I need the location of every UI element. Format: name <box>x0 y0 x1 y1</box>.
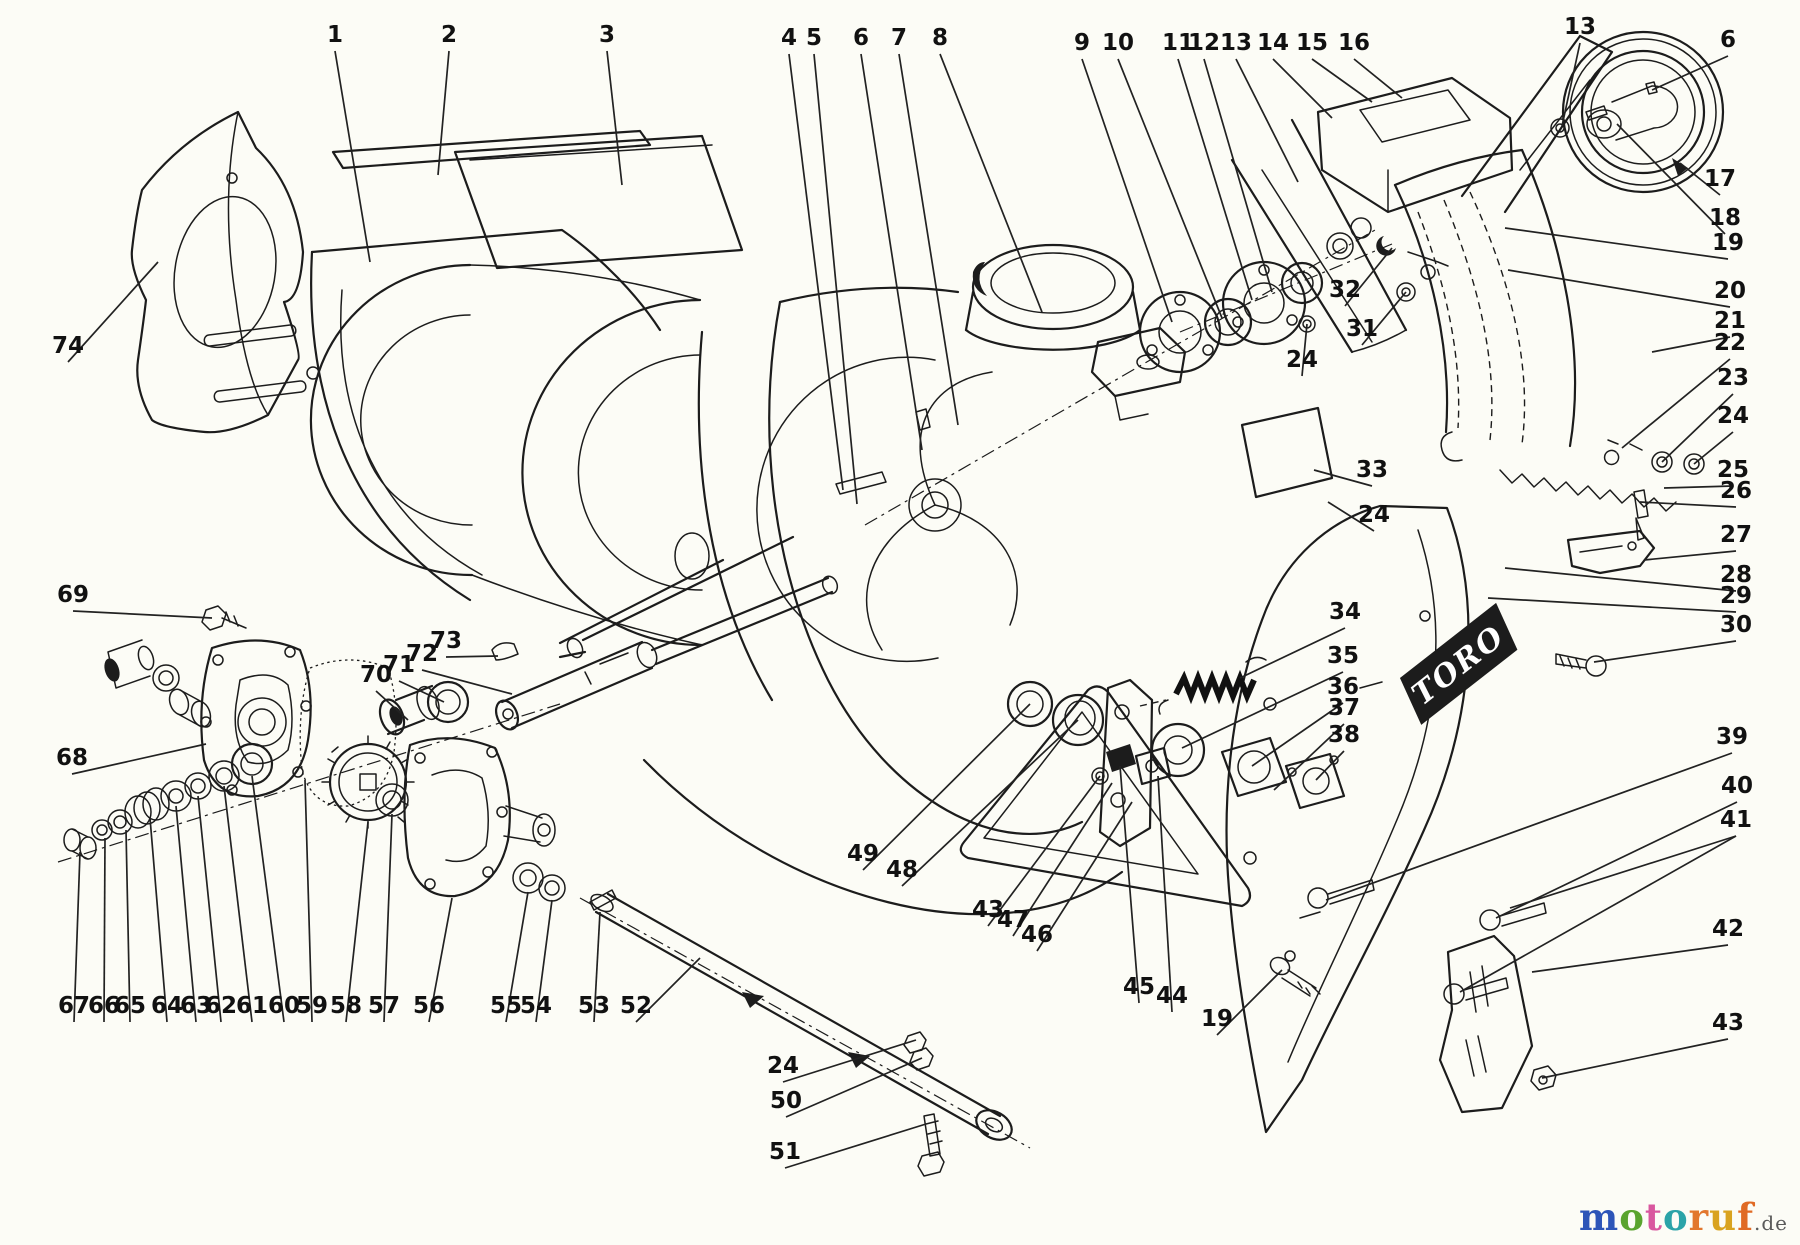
part-label: 62 <box>204 993 238 1019</box>
chute-mount-bracket <box>1092 328 1185 420</box>
axle-tube <box>577 890 1030 1176</box>
leader-line <box>384 814 392 1022</box>
part-label: 55 <box>489 993 523 1019</box>
part-label: 43 <box>971 897 1005 923</box>
part-label: 10 <box>1101 30 1135 56</box>
part-label: 43 <box>1711 1010 1745 1036</box>
part-label: 67 <box>57 993 91 1019</box>
part-label: 12 <box>1187 30 1221 56</box>
part-label: 70 <box>359 662 393 688</box>
part-label: 40 <box>1720 773 1754 799</box>
part-label: 57 <box>367 993 401 1019</box>
leader-line <box>940 54 1042 312</box>
toro-logo <box>1390 603 1526 725</box>
part-label: 4 <box>780 25 798 51</box>
impeller-housing <box>644 288 1122 914</box>
part-label: 32 <box>1328 277 1362 303</box>
part-label: 5 <box>805 25 823 51</box>
part-label: 58 <box>329 993 363 1019</box>
part-label: 52 <box>619 993 653 1019</box>
part-label: 29 <box>1719 583 1753 609</box>
leader-line <box>1460 836 1736 992</box>
part-label: 37 <box>1327 695 1361 721</box>
part-label: 59 <box>295 993 329 1019</box>
part-label: 25 <box>1716 457 1750 483</box>
leader-line <box>1542 1039 1728 1078</box>
auger-housing <box>311 230 660 600</box>
part-label: 45 <box>1122 974 1156 1000</box>
part-label: 31 <box>1345 316 1379 342</box>
part-label: 6 <box>1719 27 1737 53</box>
part-label: 26 <box>1719 478 1753 504</box>
left-side-plate <box>132 112 319 432</box>
part-label: 68 <box>55 745 89 771</box>
part-label: 65 <box>113 993 147 1019</box>
leader-line <box>786 1058 922 1117</box>
part-label: 1 <box>326 22 344 48</box>
watermark-letter: u <box>1709 1195 1738 1239</box>
part-label: 63 <box>179 993 213 1019</box>
part-label: 30 <box>1719 612 1753 638</box>
leader-line <box>198 796 221 1022</box>
leader-line <box>1532 945 1728 972</box>
leader-line <box>814 54 857 504</box>
leader-line <box>1508 270 1730 307</box>
part-label: 53 <box>577 993 611 1019</box>
watermark-letter: o <box>1619 1195 1645 1239</box>
leader-line <box>861 54 922 450</box>
leader-line <box>446 656 498 657</box>
part-label: 56 <box>412 993 446 1019</box>
leader-line <box>1622 359 1730 448</box>
part-label: 74 <box>51 333 85 359</box>
leader-line <box>176 806 196 1022</box>
watermark-motoruf <box>1579 1195 1788 1239</box>
leader-line <box>72 744 206 774</box>
part-label: 61 <box>235 993 269 1019</box>
part-label: 24 <box>1357 502 1391 528</box>
leader-line <box>1236 59 1298 182</box>
auger-flights <box>311 265 793 660</box>
part-label: 73 <box>429 628 463 654</box>
leader-line <box>1510 836 1736 908</box>
part-label: 44 <box>1155 983 1189 1009</box>
watermark-word <box>1579 1195 1754 1239</box>
part-label: 39 <box>1715 724 1749 750</box>
part-label: 24 <box>1716 403 1750 429</box>
leader-line <box>1182 672 1343 748</box>
part-label: 22 <box>1713 330 1747 356</box>
leader-line <box>252 776 284 1022</box>
watermark-suffix: .de <box>1754 1211 1788 1235</box>
part-label: 15 <box>1295 30 1329 56</box>
leader-line <box>73 611 212 618</box>
part-label: 28 <box>1719 562 1753 588</box>
part-label: 34 <box>1328 599 1362 625</box>
part-label: 18 <box>1708 205 1742 231</box>
part-label: 11 <box>1161 30 1195 56</box>
part-label: 2 <box>440 22 458 48</box>
part-label: 9 <box>1073 30 1091 56</box>
watermark-letter: m <box>1579 1195 1620 1239</box>
leader-line <box>1488 598 1736 612</box>
part-label: 16 <box>1337 30 1371 56</box>
leader-line <box>899 54 958 425</box>
watermark-letter: f <box>1737 1195 1754 1239</box>
part-label: 48 <box>885 857 919 883</box>
part-label: 14 <box>1256 30 1290 56</box>
part-label: 42 <box>1711 916 1745 942</box>
part-label: 47 <box>996 907 1030 933</box>
leader-line <box>1505 568 1736 591</box>
leader-line <box>1505 228 1728 259</box>
leader-line <box>1652 56 1728 90</box>
leader-line <box>305 780 312 1022</box>
leader-line <box>1326 753 1732 900</box>
chute-collar <box>966 245 1140 350</box>
chute-neck <box>1232 120 1406 352</box>
part-label: 71 <box>382 652 416 678</box>
leader-line <box>1082 59 1172 322</box>
part-label: 66 <box>87 993 121 1019</box>
leader-line <box>988 776 1100 926</box>
part-label: 64 <box>150 993 184 1019</box>
part-label: 54 <box>519 993 553 1019</box>
leader-line <box>1354 59 1402 98</box>
part-label: 3 <box>598 22 616 48</box>
part-label: 20 <box>1713 278 1747 304</box>
leader-line <box>1594 641 1736 662</box>
leader-line <box>783 1040 916 1082</box>
part-label: 21 <box>1713 308 1747 334</box>
part-label: 24 <box>1285 347 1319 373</box>
watermark-letter: r <box>1688 1195 1710 1239</box>
part-label: 24 <box>766 1053 800 1079</box>
leader-line <box>785 1124 926 1168</box>
part-label: 7 <box>890 25 908 51</box>
part-label: 60 <box>267 993 301 1019</box>
leader-line <box>1118 59 1222 318</box>
leader-line <box>224 786 252 1022</box>
part-label: 72 <box>405 641 439 667</box>
right-side-plate <box>1227 506 1527 1132</box>
part-label: 6 <box>852 25 870 51</box>
toro-logo-text: TORO <box>1405 618 1512 713</box>
leader-line <box>607 51 622 185</box>
watermark-letter: t <box>1644 1195 1663 1239</box>
part-label: 19 <box>1200 1006 1234 1032</box>
part-label: 8 <box>931 25 949 51</box>
leader-line <box>438 51 449 175</box>
part-label: 49 <box>846 841 880 867</box>
part-label: 36 <box>1326 674 1360 700</box>
part-label: 50 <box>769 1088 803 1114</box>
leader-line <box>1644 551 1736 560</box>
part-number-labels <box>52 14 1753 1165</box>
leader-line <box>422 670 512 694</box>
scraper-bars <box>333 131 742 268</box>
part-label: 13 <box>1219 30 1253 56</box>
part-label: 46 <box>1020 922 1054 948</box>
part-label: 17 <box>1703 166 1737 192</box>
part-label: 33 <box>1355 457 1389 483</box>
leader-line <box>150 818 167 1022</box>
part-label: 23 <box>1716 365 1750 391</box>
watermark-letter: o <box>1662 1195 1689 1239</box>
part-label: 41 <box>1719 807 1753 833</box>
part-label: 69 <box>56 582 90 608</box>
deflector-plate-33 <box>1242 408 1332 497</box>
part-label: 35 <box>1326 643 1360 669</box>
part-label: 19 <box>1711 230 1745 256</box>
auger-bearing-set <box>1008 657 1344 846</box>
part-label: 51 <box>768 1139 802 1165</box>
part-label: 13 <box>1563 14 1597 40</box>
leader-line <box>346 822 368 1022</box>
leader-line <box>335 51 370 262</box>
part-label: 27 <box>1719 522 1753 548</box>
part-label: 38 <box>1327 722 1361 748</box>
